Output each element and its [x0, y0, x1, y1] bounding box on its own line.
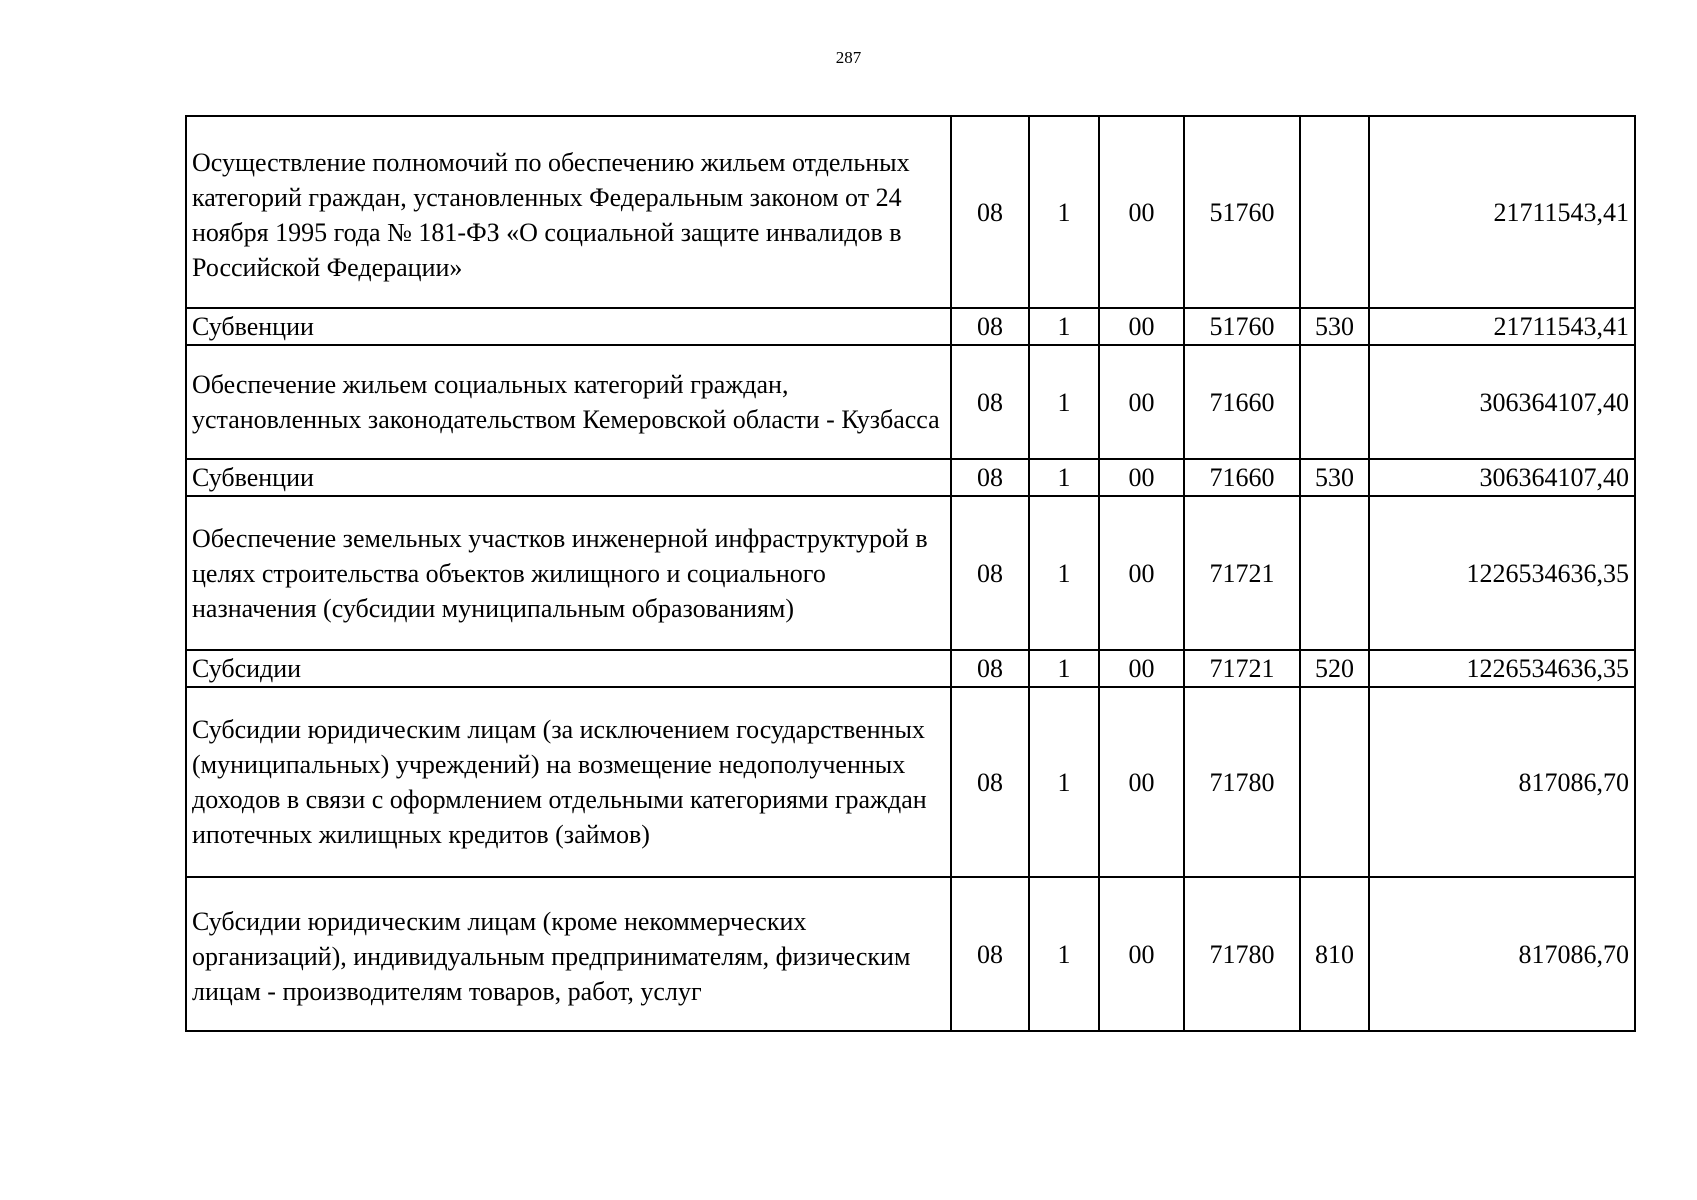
row-name-cell: Обеспечение жильем социальных категорий граждан, установленных законодательством Кемеровской области - Кузбасса — [186, 345, 951, 459]
program-code-cell: 1 — [1029, 459, 1099, 496]
subprogram-code-cell: 00 — [1099, 459, 1184, 496]
program-code-cell: 1 — [1029, 877, 1099, 1031]
amount-cell: 817086,70 — [1369, 877, 1635, 1031]
subprogram-code-cell: 00 — [1099, 687, 1184, 877]
table-row — [186, 308, 1635, 345]
budget-table — [185, 115, 1636, 1032]
amount-cell: 21711543,41 — [1369, 116, 1635, 308]
table-row — [186, 459, 1635, 496]
row-name-cell: Субсидии юридическим лицам (за исключением государственных (муниципальных) учреждений) на возмещение недополученных доходов в связи с оформлением отдельными категориями граждан ипотечных жилищных кредитов (займов) — [186, 687, 951, 877]
program-code-cell: 1 — [1029, 496, 1099, 650]
page-number: 287 — [835, 48, 862, 67]
section-code-cell: 08 — [951, 308, 1029, 345]
subprogram-code-cell: 00 — [1099, 877, 1184, 1031]
direction-code-cell: 71660 — [1184, 459, 1300, 496]
amount-cell: 1226534636,35 — [1369, 650, 1635, 687]
expense-type-cell: 530 — [1300, 308, 1369, 345]
section-code-cell: 08 — [951, 345, 1029, 459]
section-code-cell: 08 — [951, 877, 1029, 1031]
subprogram-code-cell: 00 — [1099, 308, 1184, 345]
section-code-cell: 08 — [951, 459, 1029, 496]
amount-cell: 306364107,40 — [1369, 345, 1635, 459]
table-row — [186, 877, 1635, 1031]
table-row — [186, 650, 1635, 687]
program-code-cell: 1 — [1029, 345, 1099, 459]
subprogram-code-cell: 00 — [1099, 650, 1184, 687]
section-code-cell: 08 — [951, 650, 1029, 687]
expense-type-cell: 530 — [1300, 459, 1369, 496]
amount-cell: 817086,70 — [1369, 687, 1635, 877]
expense-type-cell — [1300, 496, 1369, 650]
program-code-cell: 1 — [1029, 308, 1099, 345]
subprogram-code-cell: 00 — [1099, 345, 1184, 459]
section-code-cell: 08 — [951, 116, 1029, 308]
table-row — [186, 496, 1635, 650]
direction-code-cell: 71721 — [1184, 496, 1300, 650]
row-name-cell: Субсидии — [186, 650, 951, 687]
row-name-cell: Обеспечение земельных участков инженерной инфраструктурой в целях строительства объектов жилищного и социального назначения (субсидии муниципальным образованиям) — [186, 496, 951, 650]
program-code-cell: 1 — [1029, 687, 1099, 877]
row-name-cell: Субсидии юридическим лицам (кроме некоммерческих организаций), индивидуальным предпринимателям, физическим лицам - производителям товаров, работ, услуг — [186, 877, 951, 1031]
expense-type-cell — [1300, 687, 1369, 877]
expense-type-cell: 520 — [1300, 650, 1369, 687]
table-row — [186, 116, 1635, 308]
subprogram-code-cell: 00 — [1099, 496, 1184, 650]
amount-cell: 306364107,40 — [1369, 459, 1635, 496]
amount-cell: 1226534636,35 — [1369, 496, 1635, 650]
expense-type-cell: 810 — [1300, 877, 1369, 1031]
direction-code-cell: 51760 — [1184, 116, 1300, 308]
expense-type-cell — [1300, 116, 1369, 308]
row-name-cell: Субвенции — [186, 459, 951, 496]
direction-code-cell: 51760 — [1184, 308, 1300, 345]
program-code-cell: 1 — [1029, 116, 1099, 308]
direction-code-cell: 71721 — [1184, 650, 1300, 687]
direction-code-cell: 71780 — [1184, 877, 1300, 1031]
expense-type-cell — [1300, 345, 1369, 459]
amount-cell: 21711543,41 — [1369, 308, 1635, 345]
table-row — [186, 345, 1635, 459]
program-code-cell: 1 — [1029, 650, 1099, 687]
section-code-cell: 08 — [951, 496, 1029, 650]
row-name-cell: Субвенции — [186, 308, 951, 345]
section-code-cell: 08 — [951, 687, 1029, 877]
subprogram-code-cell: 00 — [1099, 116, 1184, 308]
row-name-cell: Осуществление полномочий по обеспечению жильем отдельных категорий граждан, установленных Федеральным законом от 24 ноября 1995 года № 181-ФЗ «О социальной защите инвалидов в Российской Федерации» — [186, 116, 951, 308]
direction-code-cell: 71660 — [1184, 345, 1300, 459]
table-row — [186, 687, 1635, 877]
direction-code-cell: 71780 — [1184, 687, 1300, 877]
